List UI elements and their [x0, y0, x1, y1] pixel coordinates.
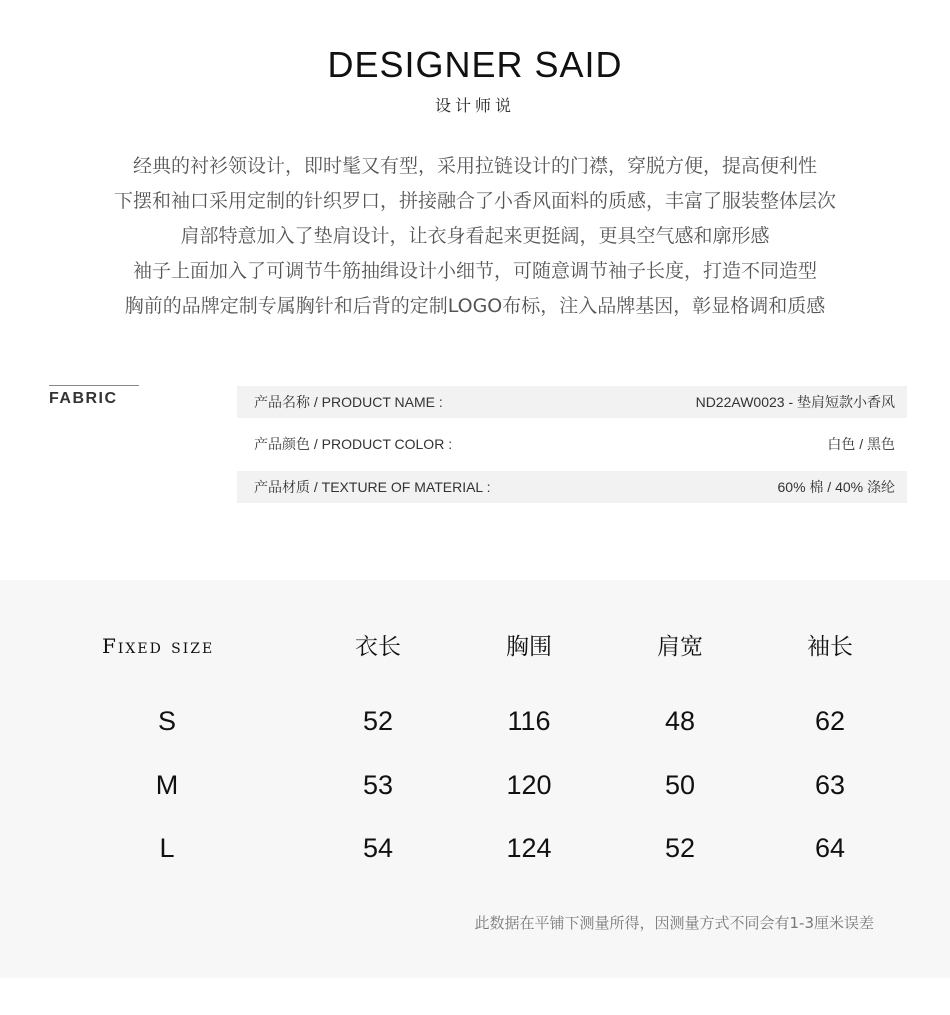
description-line: 肩部特意加入了垫肩设计，让衣身看起来更挺阔，更具空气感和廓形感 [180, 225, 770, 247]
table-cell: 62 [814, 706, 846, 736]
spec-label: 产品材质 / TEXTURE OF MATERIAL : [254, 479, 491, 495]
size-label: L [159, 833, 175, 863]
table-cell: 63 [814, 770, 846, 800]
table-cell: 120 [506, 770, 552, 800]
table-cell: 53 [362, 770, 394, 800]
column-header: 胸围 [506, 634, 552, 660]
table-cell: 52 [362, 706, 394, 736]
spec-row-material [237, 471, 907, 503]
designer-subtitle: 设计师说 [434, 96, 515, 115]
spec-label: 产品名称 / PRODUCT NAME : [254, 394, 443, 410]
table-cell: 124 [506, 833, 552, 863]
spec-value: 白色 / 黑色 [827, 436, 895, 452]
size-table-corner: Fixed size [102, 634, 215, 658]
table-cell: 52 [664, 833, 696, 863]
spec-value: ND22AW0023 - 垫肩短款小香风 [695, 394, 895, 410]
description-line: 袖子上面加入了可调节牛筋抽缉设计小细节，可随意调节袖子长度，打造不同造型 [132, 260, 817, 282]
table-cell: 116 [507, 706, 551, 736]
column-header: 肩宽 [657, 634, 703, 660]
size-label: M [155, 770, 179, 800]
column-header: 袖长 [807, 634, 853, 660]
table-cell: 64 [814, 833, 846, 863]
spec-label: 产品颜色 / PRODUCT COLOR : [254, 436, 453, 452]
spec-row-product-name [237, 386, 907, 418]
description-line: 胸前的品牌定制专属胸针和后背的定制LOGO布标，注入品牌基因，彰显格调和质感 [124, 295, 826, 317]
table-cell: 50 [664, 770, 696, 800]
fabric-divider [49, 385, 139, 386]
column-header: 衣长 [355, 634, 401, 660]
spec-value: 60% 棉 / 40% 涤纶 [777, 479, 895, 495]
size-table-panel [0, 580, 950, 978]
description-line: 经典的衬衫领设计，即时髦又有型，采用拉链设计的门襟，穿脱方便，提高便利性 [132, 155, 817, 177]
table-cell: 48 [664, 706, 696, 736]
measurement-note: 此数据在平铺下测量所得，因测量方式不同会有1-3厘米误差 [474, 914, 874, 932]
fabric-label: FABRIC [49, 390, 118, 407]
designer-title: DESIGNER SAID [327, 44, 623, 85]
size-label: S [157, 706, 176, 736]
spec-row-product-color [237, 428, 907, 460]
designer-description [0, 151, 950, 326]
description-line: 下摆和袖口采用定制的针织罗口，拼接融合了小香风面料的质感，丰富了服装整体层次 [113, 190, 836, 212]
table-cell: 54 [362, 833, 394, 863]
